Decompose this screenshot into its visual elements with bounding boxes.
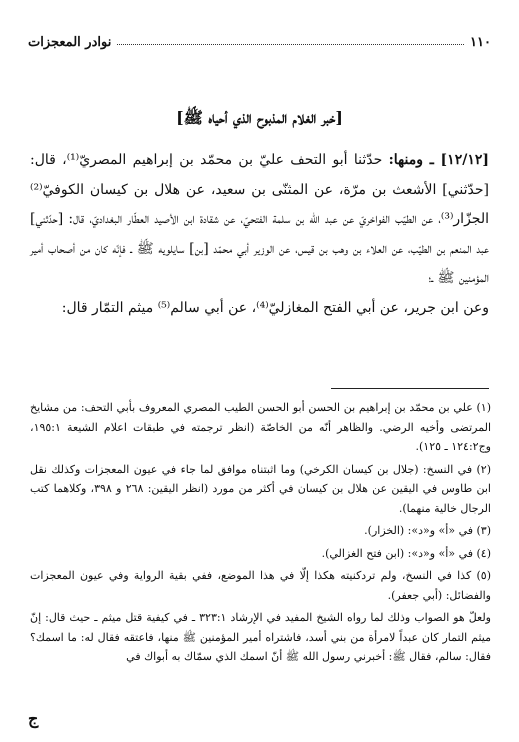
paragraph [30,146,489,294]
footnote: (٥) كذا في النسخ، ولم تردكنيته هكذا إلّا في هذا الموضع، ففي بقية الرواية وفي عيون المعجزات والفضائل: (أبي جعفر). [30,569,491,602]
footnote: (٤) في «أ» و«د»: (ابن فتح الغزالي). [321,546,491,560]
running-title: نوادر المعجزات [28,35,112,50]
footnote-separator [331,388,489,389]
header-dotted-leader [117,44,464,45]
main-text [30,146,489,323]
footnote: (٣) في «أ» و«د»: (الخزار). [364,524,491,537]
paragraph: وعن ابن جرير، عن أبي الفتح المغازليّ⁽⁴⁾، عن أبي سالم⁽⁵⁾ ميثم التمّار قال: [61,299,489,316]
footnote: (٢) في النسخ: (جلال بن كيسان الكرخي) وما اثبتناه موافق لما جاء في عيون المعجزات وكذلك نقل ابن طاوس في اليقين عن هلال بن كيسان في أكثر من مورد (انظر اليقين: ٢٦٨ و ٣٩٨، وكلاهما كتب الرجال خالية منهما). [30,462,491,515]
narration-number: [١٢/١٢] ـ ومنها: [388,152,489,168]
footnotes [30,398,491,670]
footnote: (١) علي بن محمّد بن إبراهيم بن الحسن أبو الحسن الطيب المصري المعروف بأبي التحف: من مشايخ المرتضى وأخيه الرضي. والظاهر أنّه من الخاصّة (انظر ترجمته في طبقات اعلام الشيعة ١٩٥:١، وج١٢٤:٢ ـ ١٢٥). [30,401,491,453]
page-number: ١١٠ [470,35,491,50]
footnote-continuation: ولعلّ هو الصواب وذلك لما رواه الشيخ المفيد في الإرشاد ٣٢٣:١ ـ في كيفية قتل ميثم ـ حيث قال: إنّ ميثم التمار كان عبداً لامرأة من بني أسد، فاشتراه أمير المؤمنين ﷺ منها، فاعتقه فقال له: ما اسمك؟ فقال: سالم، فقال ﷺ: أخبرني رسول الله ﷺ أنّ اسمك الذي سمّاك به أبواك في [30,611,491,663]
running-header [28,28,491,50]
catchword: ج [28,709,39,728]
paragraph-text: حدّثنا أبو التحف عليّ بن محمّد بن إبراهيم المصريّ⁽¹⁾، قال: [حدّثني] الأشعث بن مرّة، عن المثنّى بن سعيد، عن هلال بن كيسان الكوفيّ⁽²⁾ الجزّار⁽³⁾، عن الطيّب الفواخريّ عن عبد الله بن سلمة الفتحيّ، عن شقادة ابن الأصيد العطّار البغداديّ، قال: [حدّثني] عبد المنعم بن الطيّب، عن العلاء بن وهب بن قيس، عن الوزير أبي محمّد [بن] سايلويه ﷺ ـ فإنّه كان من أصحاب أمير المؤمنين ﷺ ـ؛ [30,152,489,286]
section-title: [خبر الغلام المذبوح الذي أحياه ﷺ] [176,108,343,127]
